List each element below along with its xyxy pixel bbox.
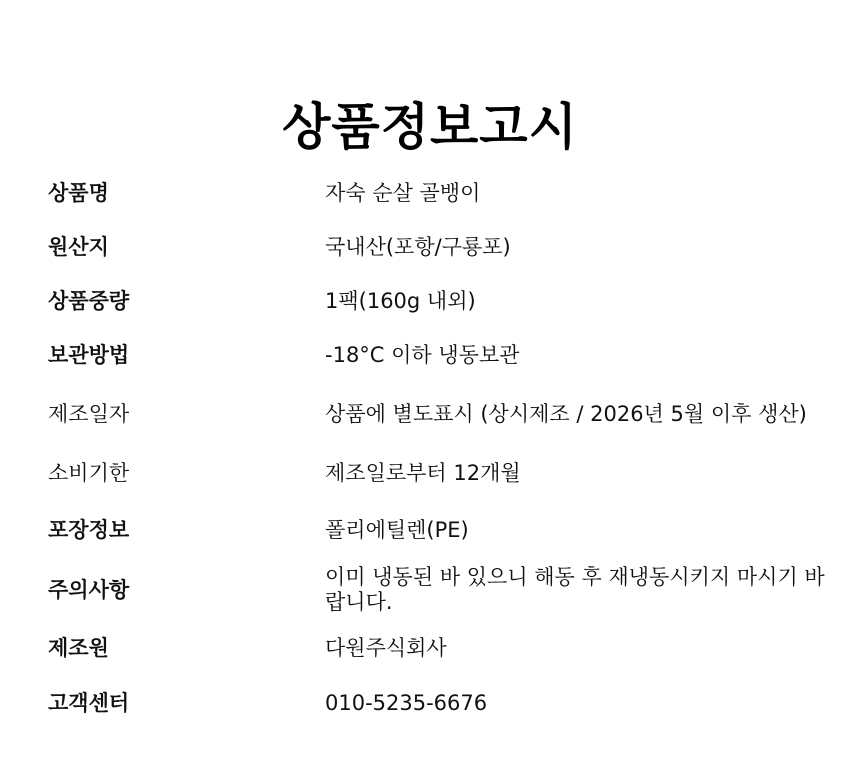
row-label: 원산지 xyxy=(48,235,109,259)
row-value: 010-5235-6676 xyxy=(325,690,488,715)
row-label: 고객센터 xyxy=(48,691,130,715)
row-value: 자숙 순살 골뱅이 xyxy=(325,180,481,205)
row-label: 제조일자 xyxy=(48,402,130,426)
info-row-expiry xyxy=(48,446,828,500)
info-row-manufacture-date xyxy=(48,382,828,446)
row-label: 보관방법 xyxy=(48,343,130,367)
row-label: 제조원 xyxy=(48,636,109,660)
row-value: 폴리에틸렌(PE) xyxy=(325,517,469,542)
info-row-packaging xyxy=(48,500,828,560)
info-row-storage xyxy=(48,328,828,382)
info-row-caution xyxy=(48,560,828,620)
info-row-customer-center xyxy=(48,676,828,730)
info-row-manufacturer xyxy=(48,620,828,676)
row-value: -18°C 이하 냉동보관 xyxy=(325,342,520,367)
row-label: 주의사항 xyxy=(48,578,130,602)
row-value: 1팩(160g 내외) xyxy=(325,288,476,313)
page-title: 상품정보고시 xyxy=(282,97,578,156)
row-label: 포장정보 xyxy=(48,518,130,542)
product-info-table xyxy=(48,166,828,730)
row-value: 국내산(포항/구룡포) xyxy=(325,234,511,259)
row-value: 다원주식회사 xyxy=(325,635,447,660)
row-label: 상품명 xyxy=(48,181,109,205)
info-row-product-name xyxy=(48,166,828,220)
row-value: 상품에 별도표시 (상시제조 / 2026년 5월 이후 생산) xyxy=(325,401,807,426)
row-value: 제조일로부터 12개월 xyxy=(325,460,521,485)
row-label: 소비기한 xyxy=(48,461,130,485)
info-row-origin xyxy=(48,220,828,274)
row-value: 이미 냉동된 바 있으니 해동 후 재냉동시키지 마시기 바랍니다. xyxy=(325,565,825,614)
info-row-weight xyxy=(48,274,828,328)
row-label: 상품중량 xyxy=(48,289,130,313)
